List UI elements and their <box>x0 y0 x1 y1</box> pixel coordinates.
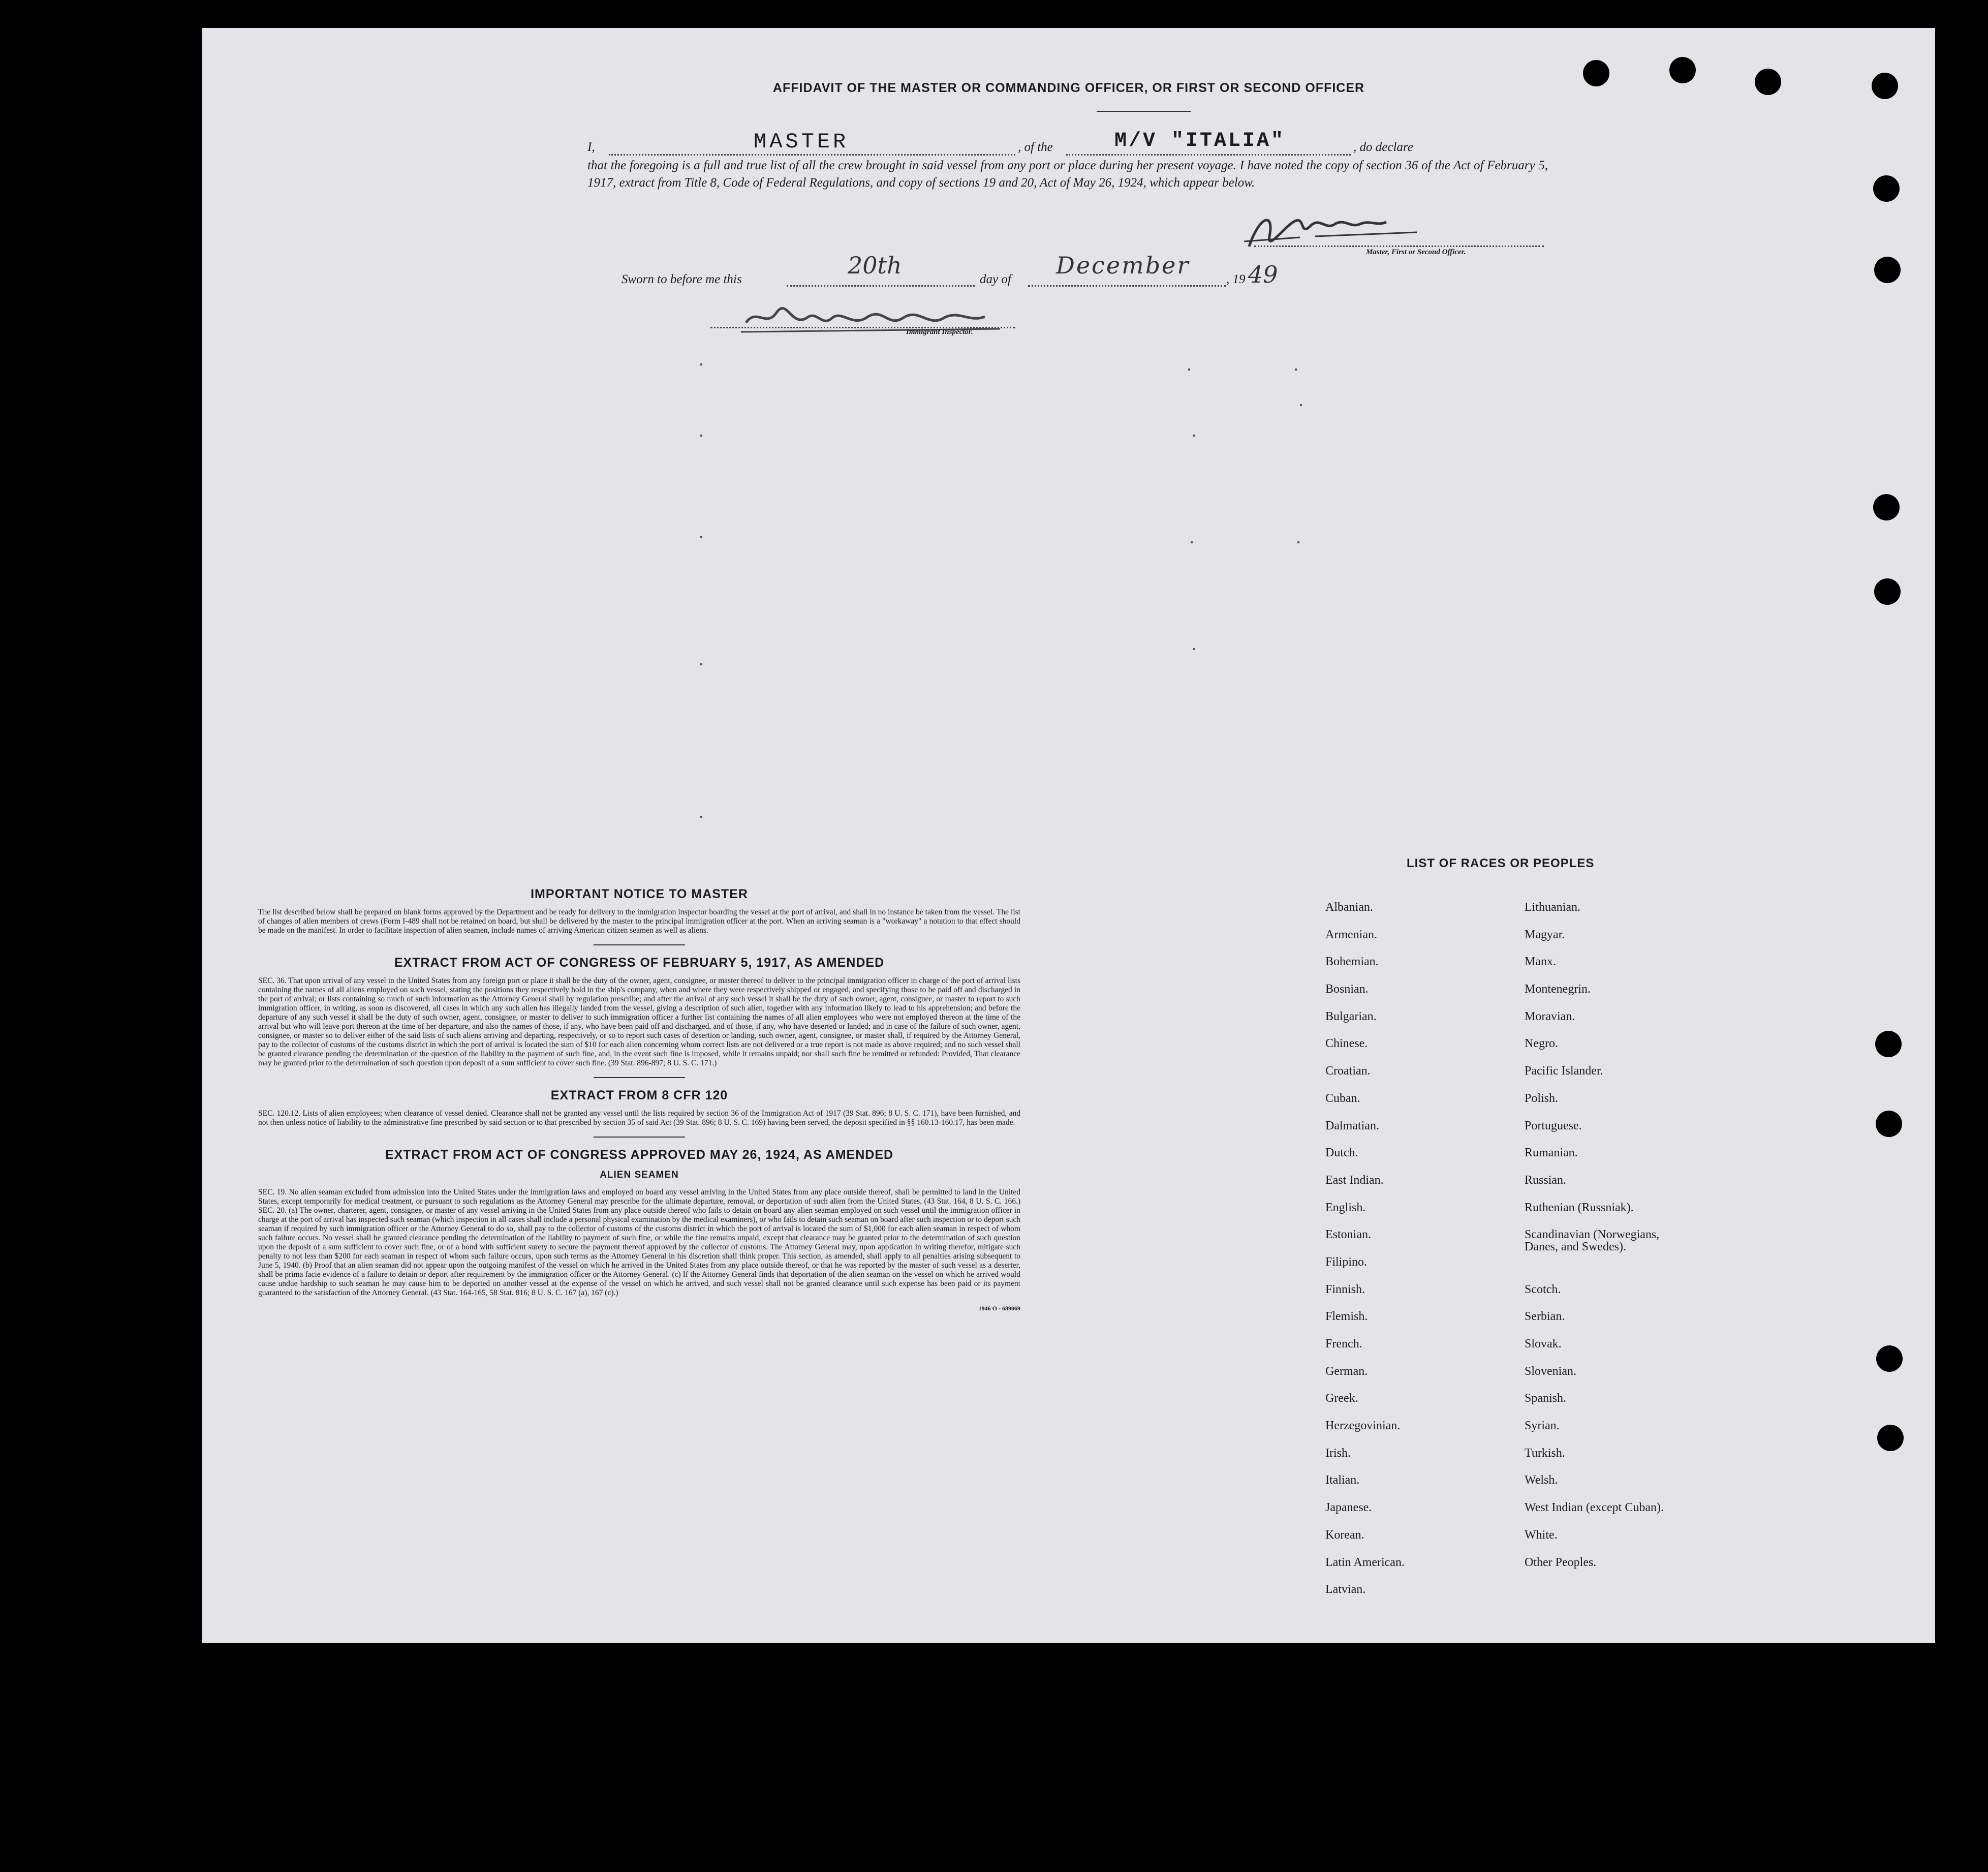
race-item: Croatian. <box>1325 1064 1371 1078</box>
affidavit-title: AFFIDAVIT OF THE MASTER OR COMMANDING OFFICER, OR FIRST OR SECOND OFFICER <box>772 81 1365 95</box>
punch-hole <box>1874 578 1901 605</box>
race-item: Negro. <box>1525 1037 1558 1051</box>
sworn-day: 20th <box>848 252 902 279</box>
race-item: Montenegrin. <box>1525 983 1591 996</box>
race-item: Welsh. <box>1525 1474 1558 1487</box>
race-item: Dalmatian. <box>1325 1119 1379 1132</box>
punch-hole <box>1873 494 1900 520</box>
of-the-label: , of the <box>1018 140 1053 154</box>
extract-cfr-body: SEC. 120.12. Lists of alien employees; when clearance of vessel denied. Clearance shall not be granted any vessel until the lists required by section 36 of the Immigration Act of 1917 (39 Stat. 896; 8 U. S. C. 171), have been furnished, and not then unless notice of liability to the administrative fine prescribed by said section or to that prescribed by section 35 of said Act (39 Stat. 896; 8 U. S. C. 169) having been served, the deposit specified in §§ 160.13-160.17, has been made. <box>258 1109 1020 1127</box>
sworn-day-line <box>787 285 975 287</box>
race-item: Manx. <box>1525 955 1556 969</box>
notice-title: IMPORTANT NOTICE TO MASTER <box>531 887 748 901</box>
sworn-year: 49 <box>1248 261 1278 288</box>
race-item: Finnish. <box>1325 1282 1365 1296</box>
sworn-month-line <box>1028 285 1226 287</box>
print-code: 1946 O - 689069 <box>978 1305 1020 1312</box>
race-item: Scandinavian (Norwegians, Danes, and Swedes). <box>1525 1228 1660 1254</box>
race-item: Latvian. <box>1325 1583 1366 1597</box>
race-item: Korean. <box>1325 1528 1364 1542</box>
race-item: Bohemian. <box>1325 955 1379 969</box>
race-item: Turkish. <box>1525 1446 1565 1460</box>
race-item: Lithuanian. <box>1525 901 1580 914</box>
master-signature-line <box>1254 245 1544 247</box>
races-left-column <box>1325 901 1513 1611</box>
race-item: Rumanian. <box>1525 1146 1578 1160</box>
race-item: Slovenian. <box>1525 1364 1576 1378</box>
race-item: Ruthenian (Russniak). <box>1525 1201 1634 1214</box>
declaration-lead: I, <box>587 140 595 154</box>
vessel-line <box>1066 154 1351 156</box>
race-item: Other Peoples. <box>1525 1555 1597 1569</box>
sworn-label: Sworn to before me this <box>622 272 742 286</box>
extract-1917-title: EXTRACT FROM ACT OF CONGRESS OF FEBRUARY 5, 1917, AS AMENDED <box>394 956 885 970</box>
race-item: Estonian. <box>1325 1228 1371 1242</box>
sworn-month: December <box>1056 252 1190 279</box>
extract-1924-subtitle: ALIEN SEAMEN <box>600 1170 679 1180</box>
race-item: East Indian. <box>1325 1173 1384 1187</box>
punch-hole <box>1669 57 1696 83</box>
rank-typed: MASTER <box>754 130 849 154</box>
race-item: Cuban. <box>1325 1091 1360 1105</box>
race-item: Pacific Islander. <box>1525 1064 1603 1078</box>
punch-hole <box>1877 1425 1904 1451</box>
race-item: Bosnian. <box>1325 983 1369 996</box>
race-item: Japanese. <box>1325 1501 1372 1515</box>
inspector-caption: Immigrant Inspector. <box>906 328 973 336</box>
race-item: Italian. <box>1325 1474 1360 1487</box>
punch-hole <box>1875 1031 1902 1057</box>
race-item: Serbian. <box>1525 1310 1565 1324</box>
punch-hole <box>1873 175 1900 202</box>
race-item: German. <box>1325 1364 1368 1378</box>
race-item: Herzegovinian. <box>1325 1419 1401 1433</box>
race-item: Chinese. <box>1325 1037 1368 1051</box>
punch-hole <box>1876 1345 1903 1372</box>
races-right-column <box>1525 901 1779 1583</box>
extract-1917-body: SEC. 36. That upon arrival of any vessel in the United States from any foreign port or place it shall be the duty of the owner, agent, consignee, or master thereof to deliver to the principal immigration officer in charge of the port of arrival lists containing the names of all aliens employed on such vessel, stating the positions they respectively hold in the ship's company, when and where they were respectively shipped or engaged, and specifying those to be paid off and discharged in the port of arrival; or lists containing so much of such information as the Attorney General shall by regulation prescribe; and after the arrival of any such vessel it shall be the duty of such owner, agent, consignee, or master to report to such immigration officer, in writing, as soon as discovered, all cases in which any such alien has illegally landed from the vessel, giving a description of such alien, together with any information likely to lead to his apprehension; and before the departure of any such vessel it shall be the duty of such owner, agent, consignee, or master to deliver to such immigration officer a further list containing the names of all alien employees who were not employed thereon at the time of the arrival but who will leave port thereon at the time of her departure, and also the names of those, if any, who have been paid off and discharged, and of those, if any, who have deserted or landed; and in case of the failure of such owner, agent, consignee, or master so to deliver either of the said lists of such aliens arriving and departing, respectively, or so to report such cases of desertion or landing, such owner, agent, consignee, or master shall, if required by the Attorney General, pay to the collector of customs of the customs district in which the port of arrival is located the sum of $10 for each alien concerning whom correct lists are not delivered or a true report is not made as above required; and no such vessel shall be granted clearance pending the determination of the question of the liability to the payment of such fine, and, in the event such fine is imposed, while it remains unpaid; nor shall such fine be remitted or refunded: Provided, That clearance may be granted prior to the determination of such question upon deposit of a sum sufficient to cover such fine. (39 Stat. 896-897; 8 U. S. C. 171.) <box>258 976 1020 1067</box>
race-item: Flemish. <box>1325 1310 1368 1324</box>
race-item: Moravian. <box>1525 1009 1575 1023</box>
race-item: Greek. <box>1325 1392 1358 1405</box>
race-item: Slovak. <box>1525 1337 1562 1351</box>
punch-hole <box>1872 73 1898 99</box>
declaration-body: that the foregoing is a full and true list of all the crew brought in said vessel from any port or place during her present voyage. I have noted the copy of section 36 of the Act of February 5, 1917, extract from Title 8, Code of Federal Regulations, and copy of sections 19 and 20, Act of May 26, 1924, which appear below. <box>587 159 1548 190</box>
race-item: Albanian. <box>1325 901 1373 914</box>
legal-column <box>258 887 1020 1312</box>
race-item: Filipino. <box>1325 1255 1368 1269</box>
punch-hole <box>1755 69 1781 95</box>
race-item: English. <box>1325 1201 1366 1214</box>
race-item: Dutch. <box>1325 1146 1358 1160</box>
race-item: Portuguese. <box>1525 1119 1582 1132</box>
vessel-typed: M/V "ITALIA" <box>1114 130 1286 152</box>
races-title: LIST OF RACES OR PEOPLES <box>1407 856 1595 870</box>
race-item: French. <box>1325 1337 1362 1351</box>
race-item <box>1525 1256 1779 1283</box>
extract-cfr-title: EXTRACT FROM 8 CFR 120 <box>550 1088 728 1102</box>
punch-hole <box>1876 1111 1902 1137</box>
document-page <box>202 28 1935 1643</box>
notice-body: The list described below shall be prepared on blank forms approved by the Department and be ready for delivery to the immigration inspector boarding the vessel at the port of arrival, and shall in no instance be taken from the vessel. The list of changes of alien members of crews (Form I-489 shall not be retained on board, but shall be delivered by the master to the principal immigration officer at the port. When an arriving seaman is a "workaway" a notation to that effect should be made on the manifest. In order to facilitate inspection of alien seamen, include names of arriving American citizen seamen as well as aliens. <box>258 908 1020 935</box>
race-item: Armenian. <box>1325 928 1377 941</box>
master-signature-caption: Master, First or Second Officer. <box>1366 248 1466 256</box>
race-item: Irish. <box>1325 1446 1351 1460</box>
year-prefix: , 19 <box>1226 272 1246 286</box>
race-item: Syrian. <box>1525 1419 1560 1433</box>
race-item: West Indian (except Cuban). <box>1525 1501 1664 1515</box>
race-item: Bulgarian. <box>1325 1009 1377 1023</box>
race-item: Scotch. <box>1525 1282 1561 1296</box>
race-item: Polish. <box>1525 1091 1559 1105</box>
extract-1924-body: SEC. 19. No alien seaman excluded from admission into the United States under the immigration laws and employed on board any vessel arriving in the United States from any place outside thereof, shall be permitted to land in the United States, except temporarily for medical treatment, or pursuant to such regulations as the Attorney General may prescribe for the ultimate departure, removal, or deportation of such alien from the United States. (43 Stat. 164, 8 U. S. C. 166.) SEC. 20. (a) The owner, charterer, agent, consignee, or master of any vessel arriving in the United States from any place outside thereof who fails to detain on board any alien seaman employed on such vessel until the immigration officer in charge at the port of arrival has inspected such seaman (which inspection in all cases shall include a personal physical examination by the medical examiners), or who fails to detain such seaman on board after such inspection or to deport such seaman if required by such immigration officer or the Attorney General to do so, shall pay to the collector of customs of the customs district in which the port of arrival is located the sum of $1,000 for each alien seaman in respect of whom such failure occurs. No vessel shall be granted clearance pending the determination of the liability to payment of such fine, or while the fine remains unpaid, except that clearance may be granted prior to the determination of such question upon the deposit of a sum sufficient to cover such fine, or of a bond with sufficient surety to secure the payment thereof approved by the collector of customs. The Attorney General may, upon application in writing therefor, mitigate such penalty to not less than $200 for each seaman in respect of whom such failure occurs, upon such terms as the Attorney General in his discretion shall think proper. This section, as amended, shall apply to all penalties arising subsequent to June 5, 1940. (b) Proof that an alien seaman did not appear upon the outgoing manifest of the vessel on which he arrived in the United States from any place outside thereof, or that he was reported by the master of such vessel as a deserter, shall be prima facie evidence of a failure to detain or deport after requirement by the immigration officer or the Attorney General. (c) If the Attorney General finds that deportation of the alien seaman on the vessel on which he arrived would cause undue hardship to such seaman he may cause him to be deported on another vessel at the expense of the vessel on which he arrived, and such vessel shall not be granted clearance until such expense has been paid or its payment guaranteed to the satisfaction of the Attorney General. (43 Stat. 164-165, 58 Stat. 816; 8 U. S. C. 167 (a), 167 (c).) <box>258 1188 1020 1297</box>
punch-hole <box>1874 257 1901 283</box>
race-item: Spanish. <box>1525 1392 1567 1405</box>
extract-1924-title: EXTRACT FROM ACT OF CONGRESS APPROVED MAY 26, 1924, AS AMENDED <box>385 1148 894 1162</box>
punch-hole <box>1583 60 1609 86</box>
inspector-signature <box>736 292 1010 348</box>
title-rule <box>1097 111 1191 112</box>
race-item: White. <box>1525 1528 1558 1542</box>
race-item: Russian. <box>1525 1173 1567 1187</box>
rank-line <box>609 154 1015 156</box>
race-item: Latin American. <box>1325 1555 1405 1569</box>
declare-label: , do declare <box>1353 140 1413 154</box>
day-of-label: day of <box>980 272 1011 286</box>
race-item: Magyar. <box>1525 928 1565 941</box>
